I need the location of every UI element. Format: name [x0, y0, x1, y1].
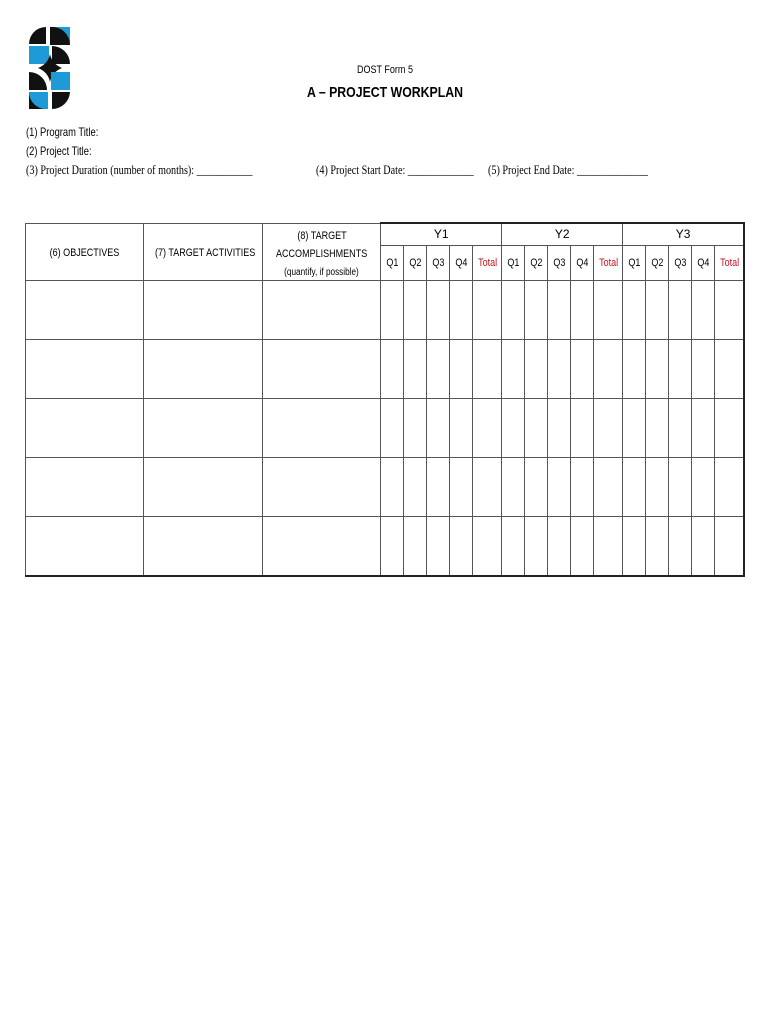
year-header-y3: Y3: [623, 223, 744, 245]
total-header: Total: [715, 245, 744, 280]
quarter-cell[interactable]: [692, 339, 715, 398]
quarter-header: Q1: [502, 245, 525, 280]
quarter-cell[interactable]: [525, 339, 548, 398]
accomplishment-cell[interactable]: [263, 457, 381, 516]
quarter-cell[interactable]: [594, 516, 623, 576]
quarter-cell[interactable]: [623, 457, 646, 516]
table-row: [26, 457, 745, 516]
quarter-cell[interactable]: [646, 339, 669, 398]
quarter-cell[interactable]: [669, 339, 692, 398]
quarter-cell[interactable]: [450, 457, 473, 516]
quarter-cell[interactable]: [692, 516, 715, 576]
quarter-cell[interactable]: [404, 457, 427, 516]
quarter-cell[interactable]: [646, 516, 669, 576]
quarter-cell[interactable]: [427, 398, 450, 457]
quarter-cell[interactable]: [715, 398, 744, 457]
quarter-header: Q1: [381, 245, 404, 280]
page-title: A – PROJECT WORKPLAN: [306, 84, 464, 101]
quarter-cell[interactable]: [502, 339, 525, 398]
quarter-cell[interactable]: [571, 280, 594, 339]
quarter-cell[interactable]: [381, 457, 404, 516]
quarter-cell[interactable]: [669, 280, 692, 339]
quarter-cell[interactable]: [502, 457, 525, 516]
quarter-cell[interactable]: [473, 339, 502, 398]
quarter-cell[interactable]: [715, 457, 744, 516]
quarter-header: Q4: [571, 245, 594, 280]
program-title-field[interactable]: (1) Program Title:: [26, 125, 99, 139]
project-end-date-field[interactable]: (5) Project End Date: ______________: [488, 162, 648, 177]
quarter-header: Q2: [646, 245, 669, 280]
dost-logo: [26, 24, 74, 112]
quarter-cell[interactable]: [473, 516, 502, 576]
year-header-y2: Y2: [502, 223, 623, 245]
quarter-header: Q2: [525, 245, 548, 280]
quarter-cell[interactable]: [473, 398, 502, 457]
quarter-cell[interactable]: [427, 339, 450, 398]
quarter-cell[interactable]: [623, 339, 646, 398]
quarter-cell[interactable]: [381, 516, 404, 576]
accomplishment-cell[interactable]: [263, 339, 381, 398]
year-header-y1: Y1: [381, 223, 502, 245]
quarter-cell[interactable]: [548, 457, 571, 516]
objective-cell[interactable]: [26, 280, 144, 339]
table-row: [26, 398, 745, 457]
workplan-table: [25, 222, 745, 577]
activity-cell[interactable]: [144, 516, 263, 576]
quarter-cell[interactable]: [427, 516, 450, 576]
table-row: [26, 516, 745, 576]
quarter-cell[interactable]: [548, 398, 571, 457]
activity-cell[interactable]: [144, 280, 263, 339]
quarter-cell[interactable]: [404, 280, 427, 339]
target-accomplishments-header: (8) TARGET ACCOMPLISHMENTS (quantify, if possible): [263, 223, 381, 280]
project-start-date-field[interactable]: (4) Project Start Date: _____________: [316, 162, 474, 177]
quarter-cell[interactable]: [571, 516, 594, 576]
quarter-header: Q3: [669, 245, 692, 280]
quarter-cell[interactable]: [450, 398, 473, 457]
accomplishment-cell[interactable]: [263, 280, 381, 339]
quarter-cell[interactable]: [669, 398, 692, 457]
quarter-cell[interactable]: [594, 398, 623, 457]
quarter-cell[interactable]: [427, 457, 450, 516]
total-header: Total: [473, 245, 502, 280]
activity-cell[interactable]: [144, 398, 263, 457]
quarter-cell[interactable]: [404, 398, 427, 457]
quarter-cell[interactable]: [623, 398, 646, 457]
objective-cell[interactable]: [26, 457, 144, 516]
quarter-cell[interactable]: [450, 280, 473, 339]
activity-cell[interactable]: [144, 339, 263, 398]
quarter-cell[interactable]: [715, 339, 744, 398]
workplan-rows: [26, 280, 745, 576]
quarter-cell[interactable]: [548, 339, 571, 398]
accomplishment-cell[interactable]: [263, 516, 381, 576]
quarter-cell[interactable]: [381, 280, 404, 339]
quarter-header: Q1: [623, 245, 646, 280]
quarter-cell[interactable]: [692, 398, 715, 457]
quarter-cell[interactable]: [450, 339, 473, 398]
total-header: Total: [594, 245, 623, 280]
quarter-cell[interactable]: [623, 516, 646, 576]
quarter-cell[interactable]: [404, 339, 427, 398]
quarter-cell[interactable]: [525, 516, 548, 576]
form-label: DOST Form 5: [357, 64, 413, 76]
project-duration-field[interactable]: (3) Project Duration (number of months): ___________: [26, 162, 253, 177]
objective-cell[interactable]: [26, 516, 144, 576]
objectives-header: (6) OBJECTIVES: [26, 223, 144, 280]
quarter-cell[interactable]: [525, 457, 548, 516]
table-row: [26, 280, 745, 339]
quarter-cell[interactable]: [502, 516, 525, 576]
quarter-cell[interactable]: [646, 457, 669, 516]
quarter-cell[interactable]: [594, 457, 623, 516]
activity-cell[interactable]: [144, 457, 263, 516]
quarter-header: Q2: [404, 245, 427, 280]
objective-cell[interactable]: [26, 339, 144, 398]
quarter-cell[interactable]: [502, 398, 525, 457]
quarter-cell[interactable]: [571, 398, 594, 457]
quarter-cell[interactable]: [548, 516, 571, 576]
quarter-header: Q4: [692, 245, 715, 280]
quarter-cell[interactable]: [646, 280, 669, 339]
quarter-cell[interactable]: [692, 457, 715, 516]
quarter-cell[interactable]: [427, 280, 450, 339]
quarter-cell[interactable]: [692, 280, 715, 339]
quarter-header: Q3: [548, 245, 571, 280]
quarter-header: Q3: [427, 245, 450, 280]
objective-cell[interactable]: [26, 398, 144, 457]
accomplishment-cell[interactable]: [263, 398, 381, 457]
quarter-cell[interactable]: [473, 457, 502, 516]
target-activities-header: (7) TARGET ACTIVITIES: [144, 223, 263, 280]
quarter-cell[interactable]: [525, 398, 548, 457]
quarter-cell[interactable]: [381, 339, 404, 398]
quarter-cell[interactable]: [669, 516, 692, 576]
quarter-cell[interactable]: [623, 280, 646, 339]
quarter-cell[interactable]: [646, 398, 669, 457]
quarter-cell[interactable]: [571, 339, 594, 398]
quarter-cell[interactable]: [502, 280, 525, 339]
quarter-cell[interactable]: [594, 280, 623, 339]
project-title-field[interactable]: (2) Project Title:: [26, 144, 92, 158]
quarter-cell[interactable]: [715, 280, 744, 339]
table-row: [26, 339, 745, 398]
quarter-cell[interactable]: [450, 516, 473, 576]
quarter-cell[interactable]: [715, 516, 744, 576]
quarter-cell[interactable]: [404, 516, 427, 576]
quarter-cell[interactable]: [381, 398, 404, 457]
quarter-cell[interactable]: [473, 280, 502, 339]
quarter-cell[interactable]: [669, 457, 692, 516]
quarter-header: Q4: [450, 245, 473, 280]
quarter-cell[interactable]: [594, 339, 623, 398]
quarter-cell[interactable]: [525, 280, 548, 339]
quarter-cell[interactable]: [571, 457, 594, 516]
quarter-cell[interactable]: [548, 280, 571, 339]
